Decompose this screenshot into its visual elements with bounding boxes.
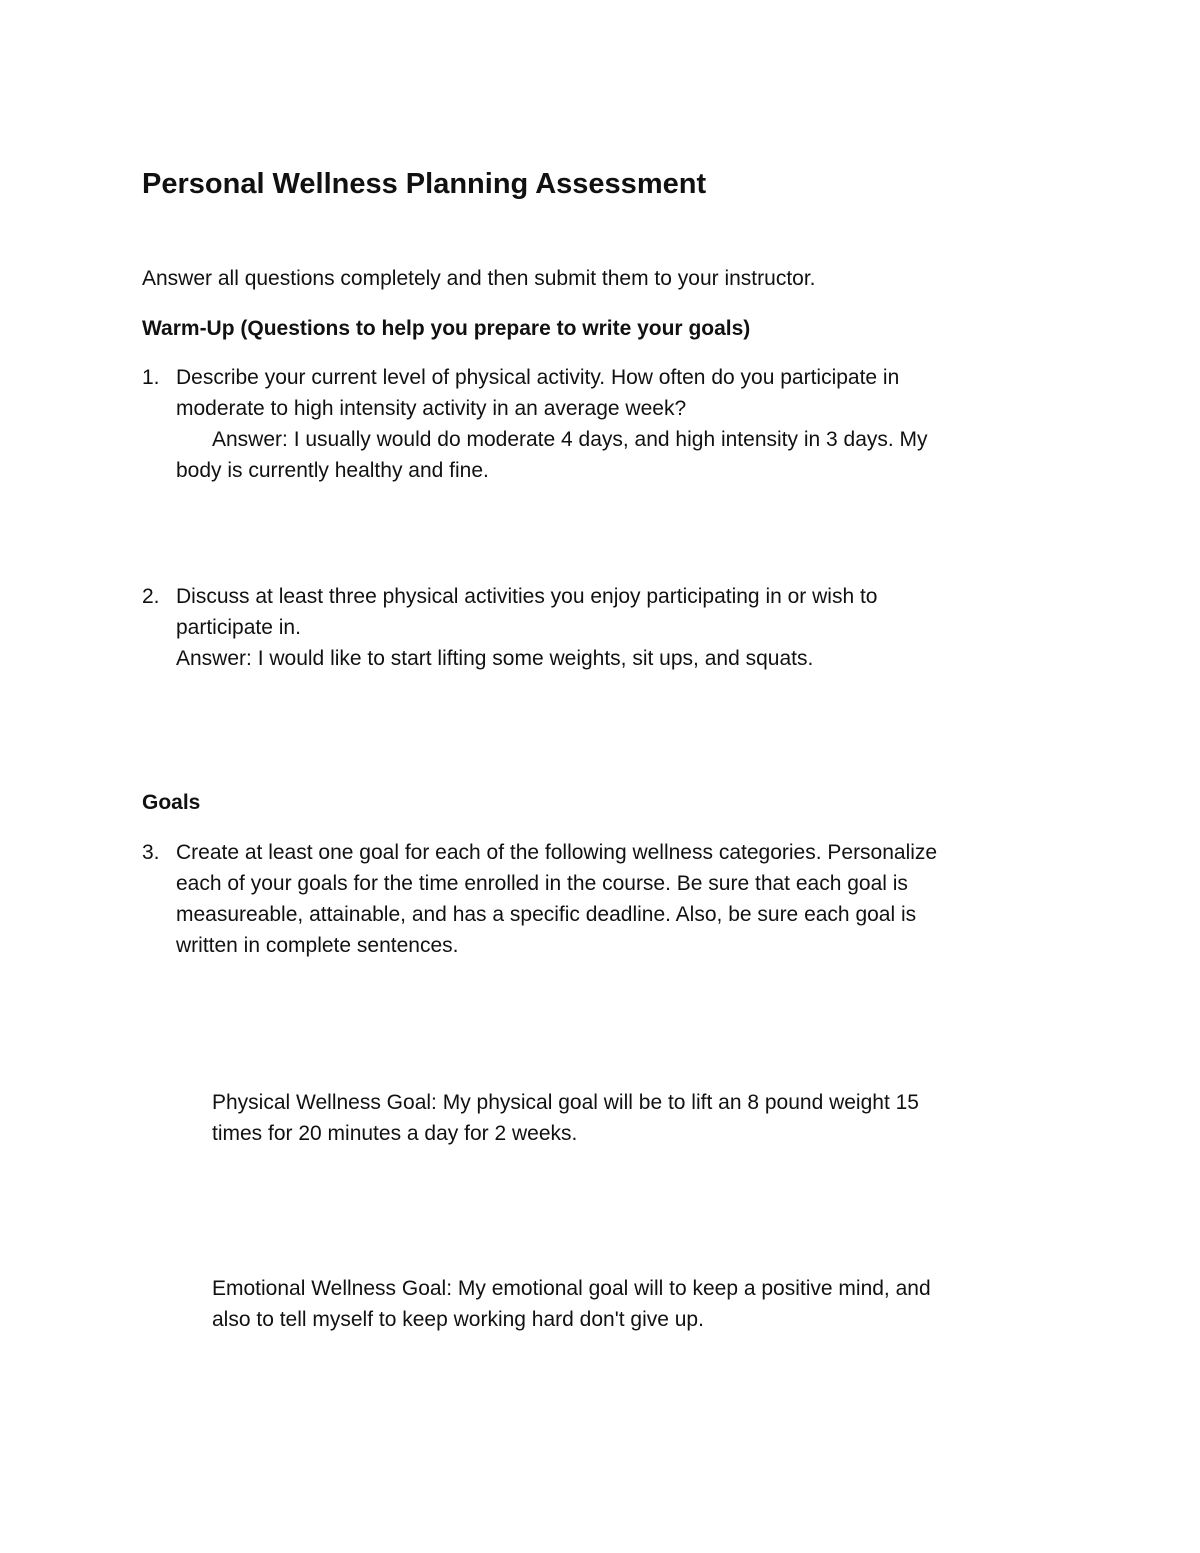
physical-goal-line-2: times for 20 minutes a day for 2 weeks. [212,1122,578,1145]
question-1-line-1: Describe your current level of physical activity. How often do you participate in [176,366,900,389]
warmup-heading: Warm-Up (Questions to help you prepare to write your goals) [142,317,751,340]
emotional-goal-line-2: also to tell myself to keep working hard don't give up. [212,1308,704,1331]
question-2 [176,581,1036,674]
answer-1-line-1: Answer: I usually would do moderate 4 days, and high intensity in 3 days. My [212,428,928,451]
question-3-line-1: Create at least one goal for each of the following wellness categories. Personalize [176,841,938,864]
question-2-line-2: participate in. [176,616,301,639]
emotional-goal-line-1: Emotional Wellness Goal: My emotional goal will to keep a positive mind, and [212,1277,931,1300]
physical-wellness-goal [212,1087,1032,1149]
answer-2-line-1: Answer: I would like to start lifting some weights, sit ups, and squats. [176,647,814,670]
question-3-number: 3. [142,841,160,864]
page-title: Personal Wellness Planning Assessment [142,168,707,200]
question-2-number: 2. [142,585,160,608]
goals-heading: Goals [142,791,201,814]
question-3-line-3: measureable, attainable, and has a specific deadline. Also, be sure each goal is [176,903,917,926]
intro-text: Answer all questions completely and then submit them to your instructor. [142,267,816,290]
question-1-number: 1. [142,366,160,389]
answer-1-line-2: body is currently healthy and fine. [176,459,489,482]
question-3 [176,837,1036,961]
question-1-line-2: moderate to high intensity activity in an average week? [176,397,687,420]
question-1 [176,362,1036,486]
emotional-wellness-goal [212,1273,1032,1335]
question-2-line-1: Discuss at least three physical activities you enjoy participating in or wish to [176,585,878,608]
question-3-line-2: each of your goals for the time enrolled in the course. Be sure that each goal is [176,872,908,895]
question-3-line-4: written in complete sentences. [176,934,459,957]
physical-goal-line-1: Physical Wellness Goal: My physical goal will be to lift an 8 pound weight 15 [212,1091,919,1114]
